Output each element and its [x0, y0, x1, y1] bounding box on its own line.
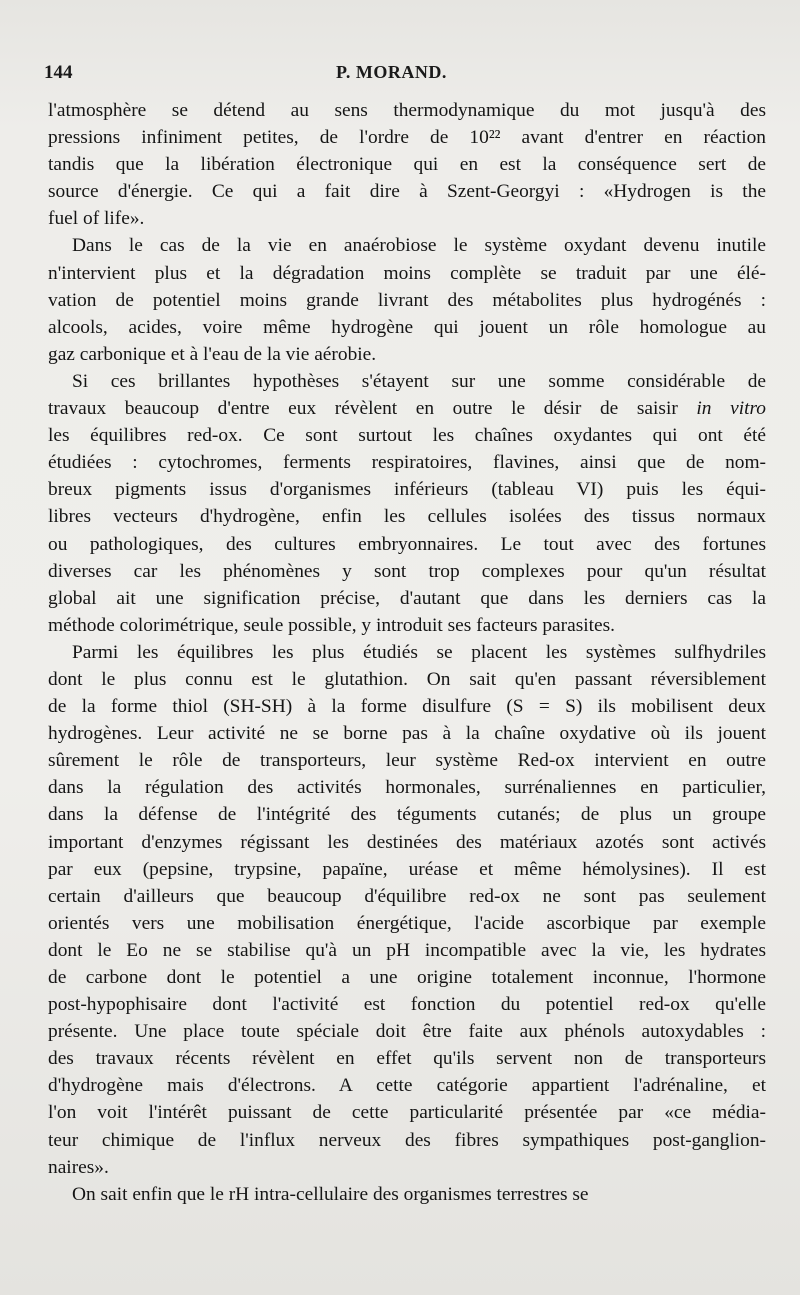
page-number: 144	[44, 62, 73, 83]
text-line: sûrement le rôle de transporteurs, leur système Red-ox intervient en outre	[48, 750, 766, 772]
text-line: breux pigments issus d'organismes inférieurs (tableau VI) puis les équi-	[48, 479, 766, 501]
text-line: travaux beaucoup d'entre eux révèlent en outre le désir de saisir in vitro	[48, 398, 766, 420]
text-line: diverses car les phénomènes y sont trop complexes pour qu'un résultat	[48, 560, 766, 582]
text-line: par eux (pepsine, trypsine, papaïne, uréase et même hémolysines). Il est	[48, 858, 766, 880]
text-line: orientés vers une mobilisation énergétique, l'acide ascorbique par exemple	[48, 912, 766, 934]
text-line: dont le plus connu est le glutathion. On sait qu'en passant réversiblement	[48, 668, 766, 690]
text-line: dans la défense de l'intégrité des téguments cutanés; de plus un groupe	[48, 804, 766, 826]
text-line: pressions infiniment petites, de l'ordre de 10²² avant d'entrer en réaction	[48, 127, 766, 149]
paragraph	[48, 368, 766, 639]
text-line: hydrogènes. Leur activité ne se borne pas à la chaîne oxydative où ils jouent	[48, 723, 766, 745]
text-line: certain d'ailleurs que beaucoup d'équilibre red-ox ne sont pas seulement	[48, 885, 766, 907]
text-line: alcools, acides, voire même hydrogène qui jouent un rôle homologue au	[48, 316, 766, 338]
paragraph	[48, 639, 766, 1181]
text-line: source d'énergie. Ce qui a fait dire à Szent-Georgyi : «Hydrogen is the	[48, 181, 766, 203]
text-line: libres vecteurs d'hydrogène, enfin les cellules isolées des tissus normaux	[48, 506, 766, 528]
text-line: l'on voit l'intérêt puissant de cette particularité présentée par «ce média-	[48, 1102, 766, 1124]
text-line: des travaux récents révèlent en effet qu'ils servent non de transporteurs	[48, 1048, 766, 1070]
text-line: On sait enfin que le rH intra-cellulaire des organismes terrestres se	[72, 1183, 589, 1205]
paragraph	[48, 97, 766, 232]
text-line: naires».	[48, 1156, 109, 1178]
text-line: tandis que la libération électronique qui en est la conséquence sert de	[48, 154, 766, 176]
text-line: global ait une signification précise, d'autant que dans les derniers cas la	[48, 587, 766, 609]
text-line: Parmi les équilibres les plus étudiés se placent les systèmes sulfhydriles	[72, 641, 766, 663]
text-line: Dans le cas de la vie en anaérobiose le système oxydant devenu inutile	[72, 235, 766, 257]
text-line: de la forme thiol (SH-SH) à la forme disulfure (S = S) ils mobilisent deux	[48, 696, 766, 718]
text-line: teur chimique de l'influx nerveux des fibres sympathiques post-ganglion-	[48, 1129, 766, 1151]
text-line: post-hypophisaire dont l'activité est fonction du potentiel red-ox qu'elle	[48, 994, 766, 1016]
text-line: important d'enzymes régissant les destinées des matériaux azotés sont activés	[48, 831, 766, 853]
body-text	[48, 97, 766, 1208]
text-line: vation de potentiel moins grande livrant des métabolites plus hydrogénés :	[48, 289, 766, 311]
text-line: gaz carbonique et à l'eau de la vie aérobie.	[48, 343, 377, 365]
text-line: dont le Eo ne se stabilise qu'à un pH incompatible avec la vie, les hydrates	[48, 939, 766, 961]
text-line: présente. Une place toute spéciale doit être faite aux phénols autoxydables :	[48, 1021, 766, 1043]
text-line: de carbone dont le potentiel a une origine totalement inconnue, l'hormone	[48, 967, 766, 988]
text-line: étudiées : cytochromes, ferments respiratoires, flavines, ainsi que de nom-	[48, 452, 766, 474]
running-head: P. MORAND.	[336, 62, 447, 82]
text-line: dans la régulation des activités hormonales, surrénaliennes en particulier,	[48, 777, 766, 799]
paragraph	[48, 1181, 766, 1208]
text-line: les équilibres red-ox. Ce sont surtout les chaînes oxydantes qui ont été	[48, 425, 766, 447]
text-line: l'atmosphère se détend au sens thermodynamique du mot jusqu'à des	[48, 100, 766, 121]
text-line: n'intervient plus et la dégradation moins complète se traduit par une élé-	[48, 262, 766, 284]
text-line: méthode colorimétrique, seule possible, y introduit ses facteurs parasites.	[48, 614, 616, 636]
text-line: Si ces brillantes hypothèses s'étayent sur une somme considérable de	[72, 370, 766, 392]
text-line: d'hydrogène mais d'électrons. A cette catégorie appartient l'adrénaline, et	[48, 1075, 766, 1097]
text-line: ou pathologiques, des cultures embryonnaires. Le tout avec des fortunes	[48, 533, 766, 555]
paragraph	[48, 232, 766, 367]
page-header	[44, 62, 768, 86]
text-line: fuel of life».	[48, 208, 145, 230]
